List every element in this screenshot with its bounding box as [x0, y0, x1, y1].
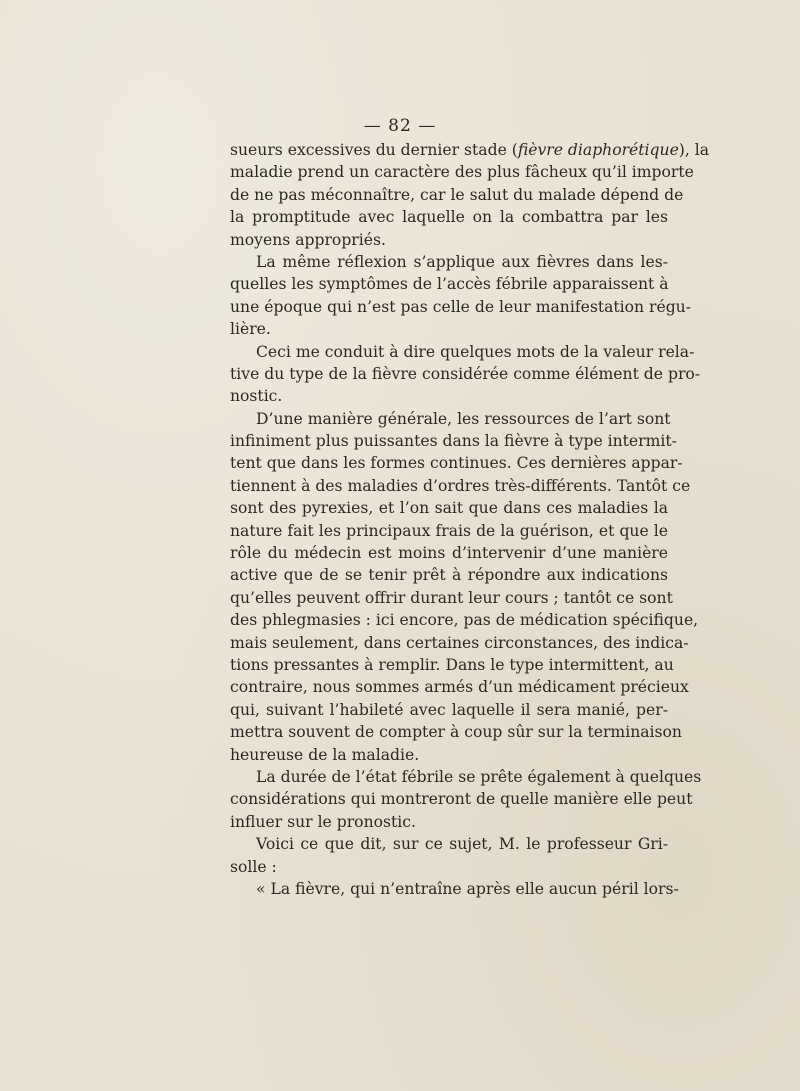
text-line-25: contraire, nous sommes armés d’un médicament précieux [230, 678, 689, 697]
text-line-21: qu’elles peuvent offrir durant leur cours ; tantôt ce sont [230, 588, 673, 607]
text-line-7: quelles les symptômes de l’accès fébrile apparaissent à [230, 275, 669, 294]
text-line-20: active que de se tenir prêt à répondre aux indications [230, 566, 668, 585]
text-line-5: moyens appropriés. [230, 230, 386, 249]
text-line-11: tive du type de la fièvre considérée comme élément de pro- [230, 364, 701, 383]
text-line-22: des phlegmasies : ici encore, pas de médication spécifique, [230, 611, 699, 630]
text-line-34: « La fièvre, qui n’entraîne après elle aucun péril lors- [256, 879, 679, 898]
text-line-13: D’une manière générale, les ressources de l’art sont [256, 409, 671, 428]
text-line-6: La même réflexion s’applique aux fièvres dans les- [256, 252, 668, 271]
text-line-14: infiniment plus puissantes dans la fièvre à type intermit- [230, 432, 677, 451]
text-line-23: mais seulement, dans certaines circonstances, des indica- [230, 633, 689, 652]
text-line-19: rôle du médecin est moins d’intervenir d’une manière [230, 544, 668, 563]
text-line-1-post: ), la [678, 141, 710, 159]
text-line-1-pre: sueurs excessives du dernier stade ( [230, 141, 518, 159]
text-line-30: considérations qui montreront de quelle manière elle peut [230, 790, 693, 809]
text-line-3: de ne pas méconnaître, car le salut du malade dépend de [230, 185, 684, 204]
text-line-4: la promptitude avec laquelle on la combattra par les [230, 208, 668, 227]
text-line-26: qui, suivant l’habileté avec laquelle il sera manié, per- [230, 700, 668, 719]
text-line-31: influer sur le pronostic. [230, 812, 416, 831]
text-line-15: tent que dans les formes continues. Ces dernières appar- [230, 454, 683, 473]
text-line-29: La durée de l’état fébrile se prête également à quelques [256, 767, 702, 786]
text-line-28: heureuse de la maladie. [230, 745, 420, 764]
text-line-9: lière. [230, 320, 271, 339]
text-line-24: tions pressantes à remplir. Dans le type intermittent, au [230, 655, 674, 674]
text-line-17: sont des pyrexies, et l’on sait que dans ces maladies la [230, 499, 668, 518]
text-line-16: tiennent à des maladies d’ordres très-différents. Tantôt ce [230, 476, 691, 495]
body-text [230, 139, 710, 900]
text-line-12: nostic. [230, 387, 283, 406]
text-line-27: mettra souvent de compter à coup sûr sur la terminaison [230, 723, 682, 742]
text-line-1 [230, 139, 710, 161]
italic-term: fièvre diaphorétique [517, 141, 679, 159]
text-line-33: solle : [230, 857, 277, 876]
page-number: — 82 — [363, 116, 437, 136]
text-line-10: Ceci me conduit à dire quelques mots de la valeur rela- [256, 342, 695, 361]
text-line-18: nature fait les principaux frais de la guérison, et que le [230, 521, 668, 540]
text-line-2: maladie prend un caractère des plus fâcheux qu’il importe [230, 163, 694, 182]
text-line-8: une époque qui n’est pas celle de leur manifestation régu- [230, 297, 691, 316]
text-line-32: Voici ce que dit, sur ce sujet, M. le professeur Gri- [256, 835, 668, 854]
